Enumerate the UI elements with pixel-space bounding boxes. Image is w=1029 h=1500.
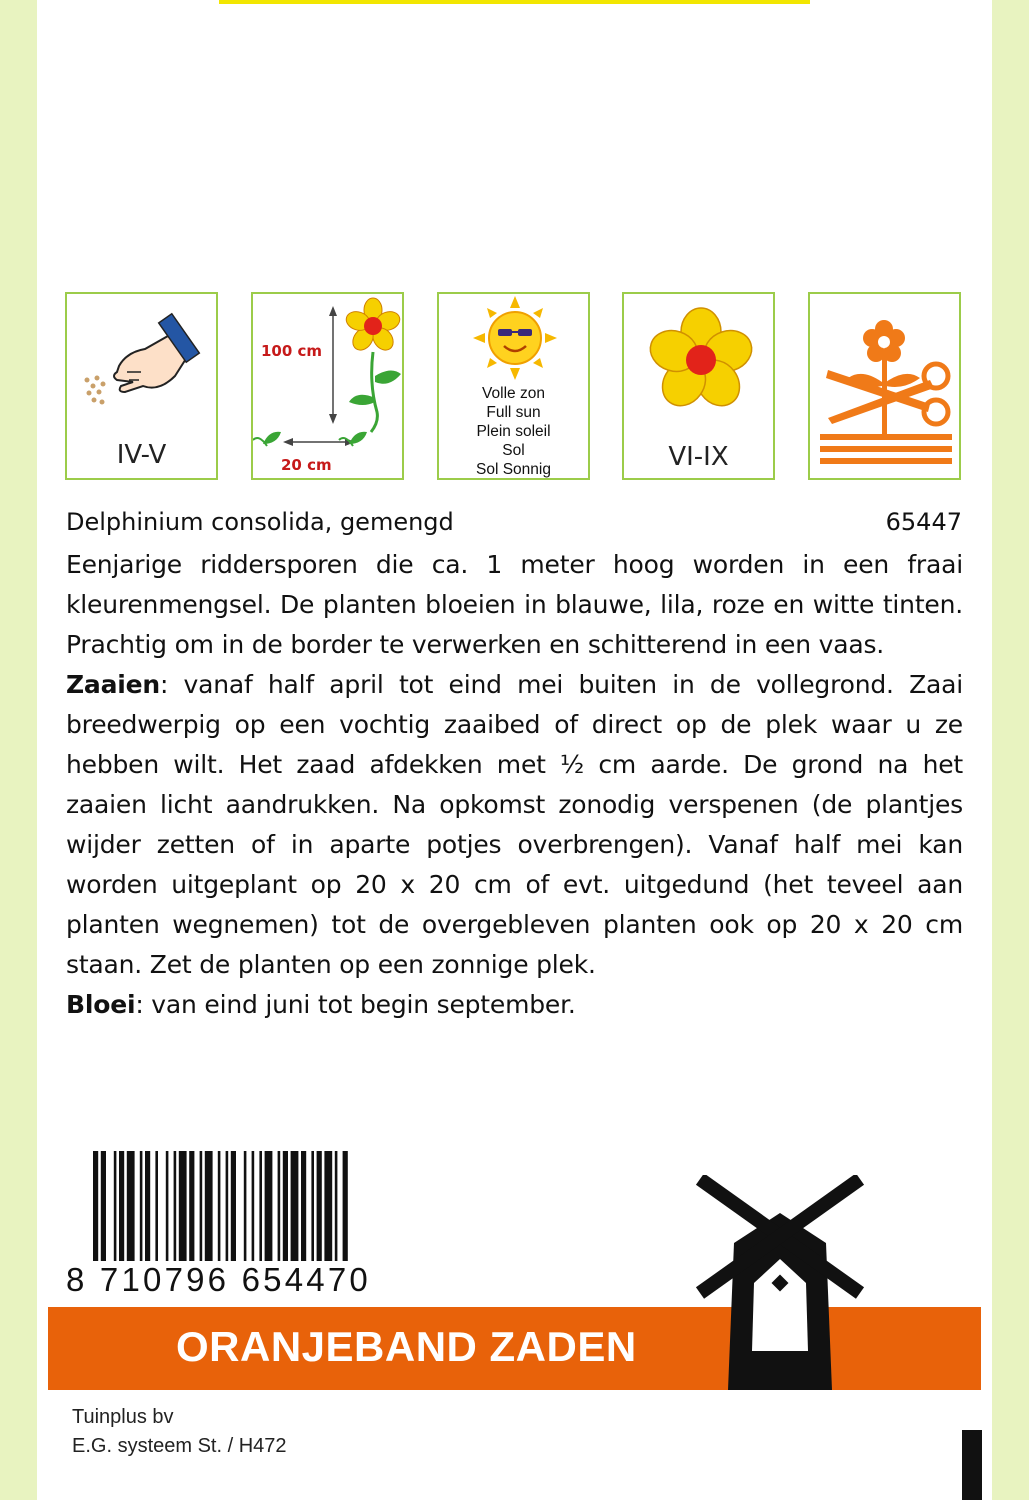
height-spacing-box: [251, 292, 404, 480]
sowing-period-label: IV-V: [116, 440, 167, 470]
plant-spacing-label: 20 cm: [281, 456, 332, 474]
top-yellow-strip: [219, 0, 810, 4]
flowering-label: Bloei: [66, 990, 136, 1019]
barcode-bar: [145, 1151, 150, 1261]
barcode-bar: [311, 1151, 314, 1261]
barcode-bar: [244, 1151, 247, 1261]
height-spacing-icon: [253, 294, 406, 482]
sowing-label: Zaaien: [66, 670, 160, 699]
plant-height-label: 100 cm: [261, 342, 323, 360]
sun-requirements: [439, 384, 588, 479]
cut-flower-icon: [810, 294, 963, 482]
flowering-box: [622, 292, 775, 480]
cut-flower-box: [808, 292, 961, 480]
barcode-bar: [259, 1151, 262, 1261]
barcode-bar: [93, 1151, 98, 1261]
sun-line: Full sun: [486, 404, 541, 421]
barcode-bar: [127, 1151, 135, 1261]
barcode-bar: [265, 1151, 273, 1261]
footer-mark: [962, 1430, 982, 1500]
barcode-bar: [317, 1151, 322, 1261]
flowering-text: : van eind juni tot begin september.: [135, 990, 576, 1019]
product-code: 65447: [885, 508, 962, 536]
product-description-block: [66, 545, 963, 1025]
barcode-bar: [343, 1151, 348, 1261]
barcode-bar: [179, 1151, 187, 1261]
barcode-bar: [324, 1151, 332, 1261]
barcode-bar: [166, 1151, 169, 1261]
sowing-text: : vanaf half april tot eind mei buiten in de vollegrond. Zaai breedwerpig op een vochtig zaaibed of direct op de plek waar u ze hebben wilt. Het zaad afdekken met ½ cm aarde. De grond na het zaaien licht aandrukken. Na opkomst zonodig verspenen (de plantjes wijder zetten of in aparte potjes overbrengen). Vanaf half mei kan worden uitgeplant op 20 x 20 cm of evt. uitgedund (het teveel aan planten wegnemen) tot de overgebleven planten ook op 20 x 20 cm staan. Zet de planten op een zonnige plek.: [66, 670, 963, 979]
product-title-row: [66, 508, 962, 542]
flowering-paragraph: [66, 985, 963, 1025]
product-name: Delphinium consolida, gemengd: [66, 508, 454, 536]
barcode-bar: [278, 1151, 281, 1261]
barcode: [66, 1151, 418, 1301]
sun-line: Volle zon: [482, 385, 545, 402]
sun-line: Plein soleil: [476, 423, 551, 440]
barcode-bar: [119, 1151, 124, 1261]
sowing-box: [65, 292, 218, 480]
barcode-bar: [140, 1151, 143, 1261]
company-name: Tuinplus bv: [72, 1406, 174, 1428]
barcode-bar: [114, 1151, 117, 1261]
barcode-bar: [205, 1151, 213, 1261]
barcode-bar: [252, 1151, 255, 1261]
sun-line: Sol: [502, 442, 525, 459]
barcode-bar: [155, 1151, 158, 1261]
barcode-bar: [231, 1151, 236, 1261]
barcode-bar: [218, 1151, 221, 1261]
barcode-bar: [174, 1151, 177, 1261]
footer: [72, 1403, 287, 1461]
certification-line: E.G. systeem St. / H472: [72, 1435, 287, 1457]
sun-line: Sol Sonnig: [476, 461, 551, 478]
flowering-period-label: VI-IX: [668, 442, 729, 472]
description-paragraph: Eenjarige riddersporen die ca. 1 meter hoog worden in een fraai kleurenmengsel. De planten bloeien in blauwe, lila, roze en witte tinten. Prachtig om in de border te verwerken en schitterend in een vaas.: [66, 550, 963, 659]
sowing-paragraph: [66, 665, 963, 985]
barcode-bar: [283, 1151, 288, 1261]
barcode-bar: [189, 1151, 194, 1261]
barcode-bar: [335, 1151, 338, 1261]
windmill-logo-icon: [690, 1175, 870, 1390]
barcode-bar: [291, 1151, 299, 1261]
barcode-bar: [301, 1151, 306, 1261]
barcode-bar: [200, 1151, 203, 1261]
sun-box: [437, 292, 590, 480]
barcode-bar: [226, 1151, 229, 1261]
barcode-digits: 8 710796 654470: [66, 1261, 371, 1298]
barcode-bar: [101, 1151, 106, 1261]
brand-name: ORANJEBAND ZADEN: [176, 1323, 637, 1370]
